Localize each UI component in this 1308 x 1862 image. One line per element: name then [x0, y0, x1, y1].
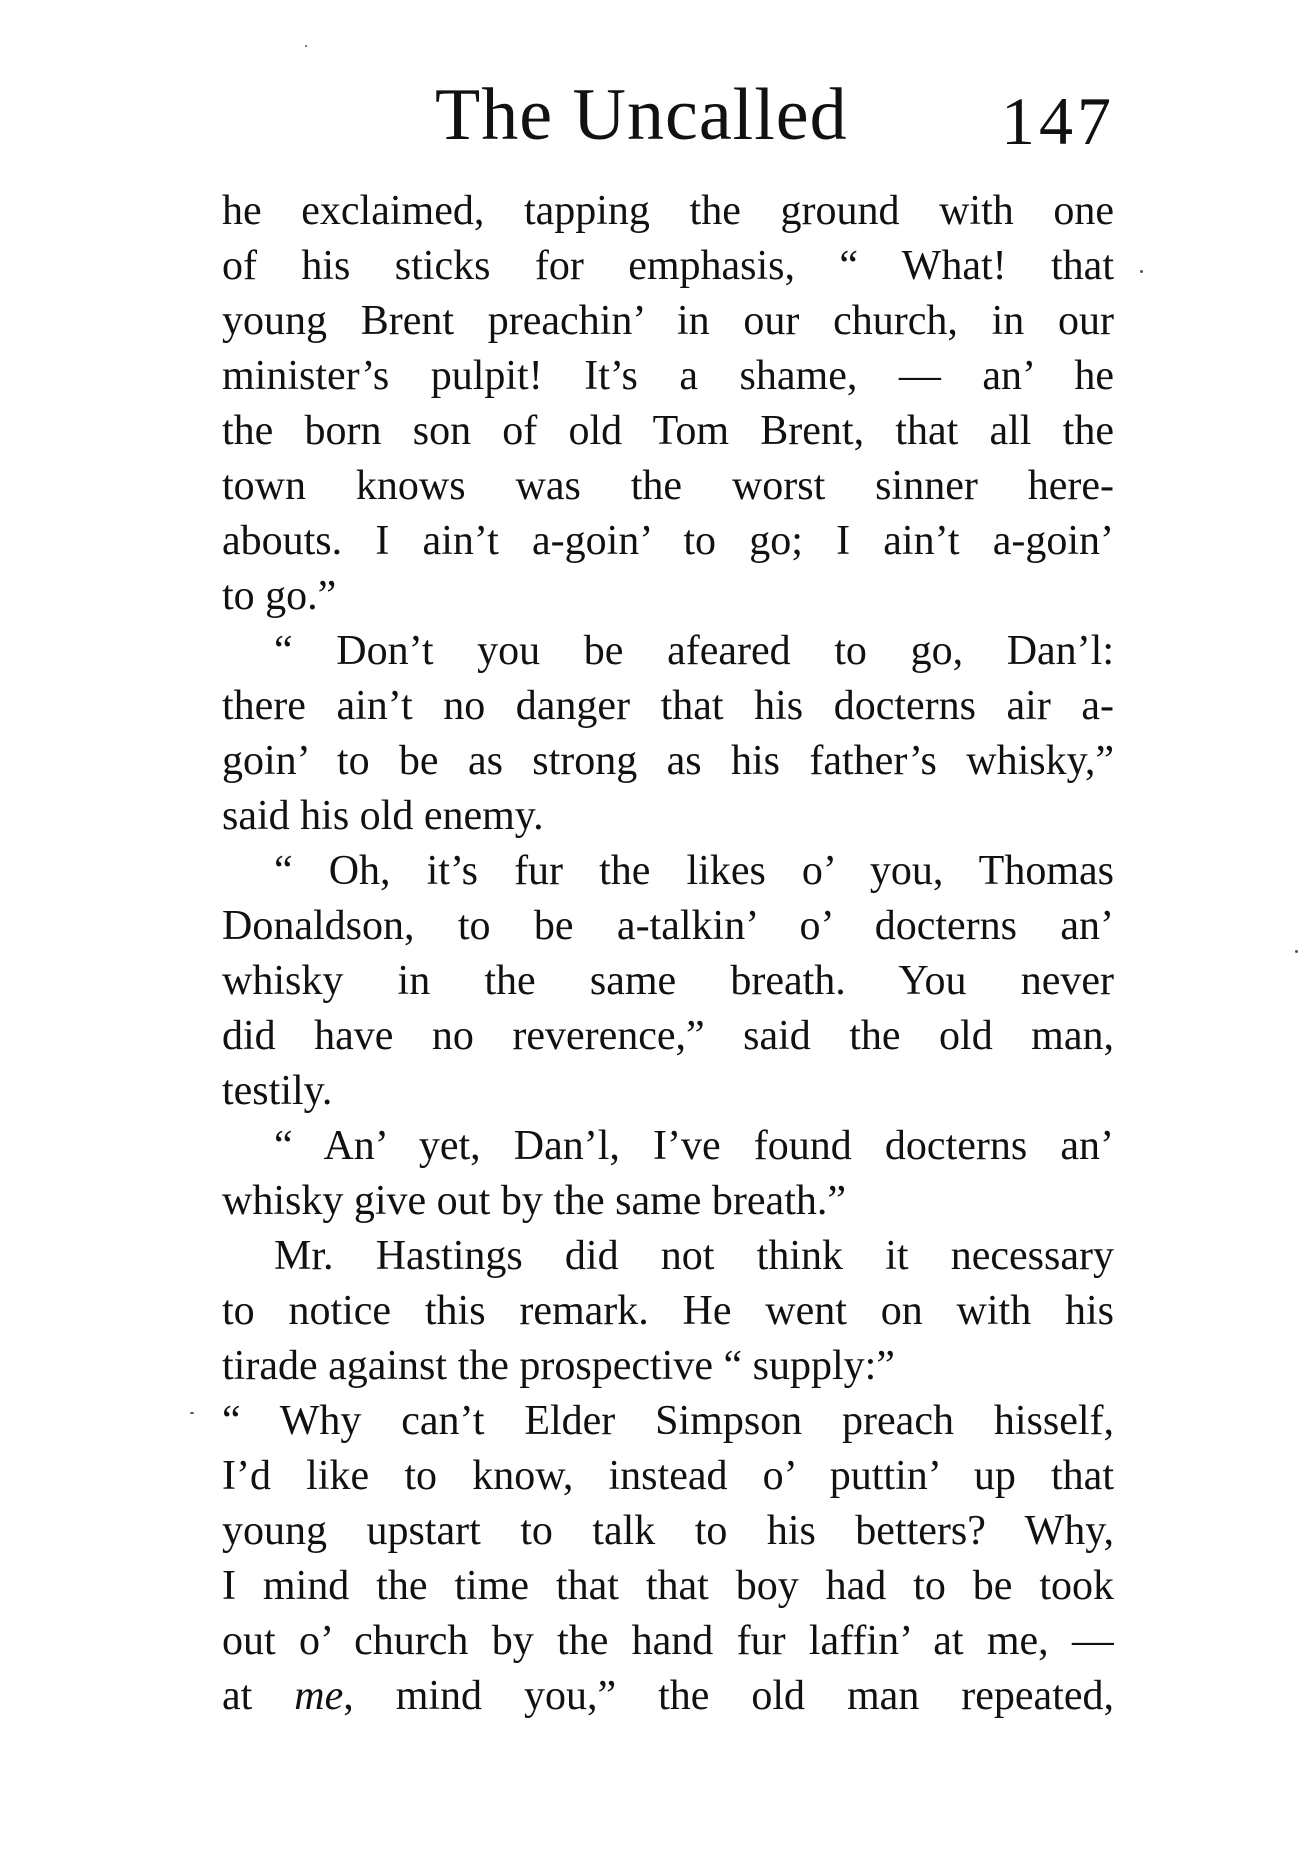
emphasized-word: me [294, 1673, 344, 1719]
text-line: goin’ to be as strong as his father’s whisky,” [222, 738, 1114, 784]
text-line: testily. [222, 1068, 333, 1114]
text-line: did have no reverence,” said the old man, [222, 1013, 1114, 1059]
text-line: abouts. I ain’t a-goin’ to go; I ain’t a-goin’ [222, 518, 1114, 564]
ink-speck [1140, 270, 1143, 273]
paragraph-first-line: “ An’ yet, Dan’l, I’ve found docterns an’ [274, 1123, 1114, 1169]
running-head [435, 70, 1115, 160]
text-line: Donaldson, to be a-talkin’ o’ docterns an’ [222, 903, 1114, 949]
text-line: the born son of old Tom Brent, that all the [222, 408, 1114, 454]
ink-speck [305, 45, 307, 47]
text-line: I mind the time that that boy had to be took [222, 1563, 1114, 1609]
running-title: The Uncalled [435, 74, 848, 156]
body-text [222, 184, 1114, 1764]
text-line: tirade against the prospective “ supply:” [222, 1343, 895, 1389]
page-number: 147 [1001, 83, 1115, 159]
text-line: to notice this remark. He went on with his [222, 1288, 1114, 1334]
paragraph-first-line: Mr. Hastings did not think it necessary [274, 1233, 1114, 1279]
text-line: town knows was the worst sinner here- [222, 463, 1114, 509]
text-line: I’d like to know, instead o’ puttin’ up that [222, 1453, 1114, 1499]
text-line: young upstart to talk to his betters? Why, [222, 1508, 1114, 1554]
text-line: whisky give out by the same breath.” [222, 1178, 847, 1224]
text-line: whisky in the same breath. You never [222, 958, 1114, 1004]
text-fragment: at [222, 1673, 295, 1719]
paragraph-first-line: “ Oh, it’s fur the likes o’ you, Thomas [274, 848, 1114, 894]
text-line: there ain’t no danger that his docterns air a- [222, 683, 1114, 729]
ink-speck [190, 1412, 194, 1414]
ink-speck [1295, 950, 1298, 953]
text-line: he exclaimed, tapping the ground with one [222, 188, 1114, 234]
text-line-last [222, 1669, 1114, 1724]
text-fragment: , mind you,” the old man repeated, [343, 1673, 1114, 1719]
paragraph-first-line: “ Don’t you be afeared to go, Dan’l: [274, 628, 1114, 674]
text-line: minister’s pulpit! It’s a shame, — an’ he [222, 353, 1114, 399]
text-line: to go.” [222, 573, 337, 619]
text-line: “ Why can’t Elder Simpson preach hisself, [222, 1398, 1114, 1444]
text-line: young Brent preachin’ in our church, in our [222, 298, 1114, 344]
text-line: said his old enemy. [222, 793, 544, 839]
text-line: out o’ church by the hand fur laffin’ at me, — [222, 1618, 1114, 1664]
text-line: of his sticks for emphasis, “ What! that [222, 243, 1114, 289]
